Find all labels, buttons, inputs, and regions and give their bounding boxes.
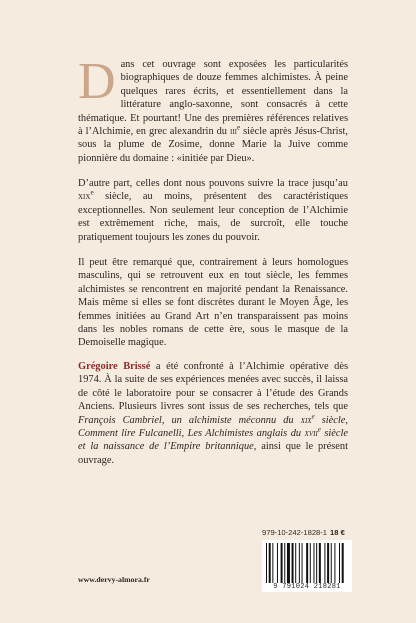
p1-text: ans cet ouvrage sont exposées les particularités biographiques de douze femmes alchimistes. À peine quelques rares écrits, et essentiellement dans la littérature anglo-saxonne, sont consacrés à cette thématique. Et pourtant! Une des premières références relatives à l’Alchimie, en grec alexandrin du — [78, 59, 348, 138]
drop-cap: D — [78, 53, 116, 110]
p1-text-end: siècle après Jésus-Christ, sous la plume de Zosime, donne Marie la Juive comme pionnière du domaine : «initiée par Dieu». — [78, 126, 348, 164]
p2-text-end: siècle, au moins, présentent des caractéristiques exceptionnelles. Non seulement leur conception de l’Alchimie est extrêmement riche, mais, de surcroît, elle touche pratiquement toujours les zones du pouvoir. — [78, 191, 348, 243]
intro-paragraph-1 — [78, 53, 348, 165]
p2-century-sup: e — [90, 188, 94, 197]
publisher-website: www.dervy-almora.fr — [78, 575, 150, 584]
isbn-price-line — [262, 528, 345, 537]
isbn: 979-10-242-1828-1 — [262, 528, 328, 537]
intro-paragraph-3 — [78, 256, 348, 350]
intro-paragraph-2 — [78, 177, 348, 244]
p3-text: Il peut être remarqué que, contrairement à leurs homologues masculins, qui se retrouvent eux en tout siècle, les femmes alchimistes se rencontrent en majorité pendant la Renaissance. Mais même si elles se font discrètes durant le Moyen Âge, les femmes initiées au Grand Art n’en transparaissent pas moins dans les nobles romans de cette ère, sous le masque de la Demoiselle magique. — [78, 257, 348, 349]
p1-century: iii — [229, 126, 237, 138]
p2-century: xix — [78, 191, 91, 203]
author-bio: Grégoire Brissé a été confronté à l’Alchimie opérative dès 1974. À la suite de ses expériences menées avec succès, il laissa de côté le laboratoire pour se consacrer à l’étude des Grands Anciens. Plusieurs livres sont issus de ses recherches, tels que François Cambriel, un alchimiste méconnu du xix$^e$ siècle, Comment lire Fulcanelli, Les Alchimistes anglais du xvii$^e$ siècle et la naissance de l’Empire britannique, ainsi que le présent ouvrage. — [78, 361, 348, 466]
barcode-digits: 9 791024 218281 — [273, 583, 341, 591]
author-bio-text: a été confronté à l’Alchimie opérative dès 1974. À la suite de ses expériences menées avec succès, il laissa de côté le laboratoire pour se consacrer à l’étude des Grands Anciens. Plusieurs livres sont issus de ses recherches, tels que — [78, 361, 348, 413]
book-title-2: Comment lire Fulcanelli — [78, 428, 182, 440]
p2-text: D’autre part, celles dont nous pouvons suivre la trace jusqu’au — [78, 178, 348, 189]
book-title-3: Les Alchimistes anglais du xvii$^e$ siècle et la naissance de l’Empire britannique — [78, 425, 348, 453]
book-title-1: François Cambriel, un alchimiste méconnu du xix$^e$ siècle — [78, 412, 346, 426]
author-bio-end: , ainsi que le présent ouvrage. — [78, 441, 348, 466]
p1-century-sup: e — [236, 123, 241, 132]
author-name: Grégoire Brissé — [78, 361, 151, 372]
barcode-bars — [266, 543, 348, 583]
price: 18 € — [330, 528, 345, 537]
barcode — [262, 540, 352, 592]
